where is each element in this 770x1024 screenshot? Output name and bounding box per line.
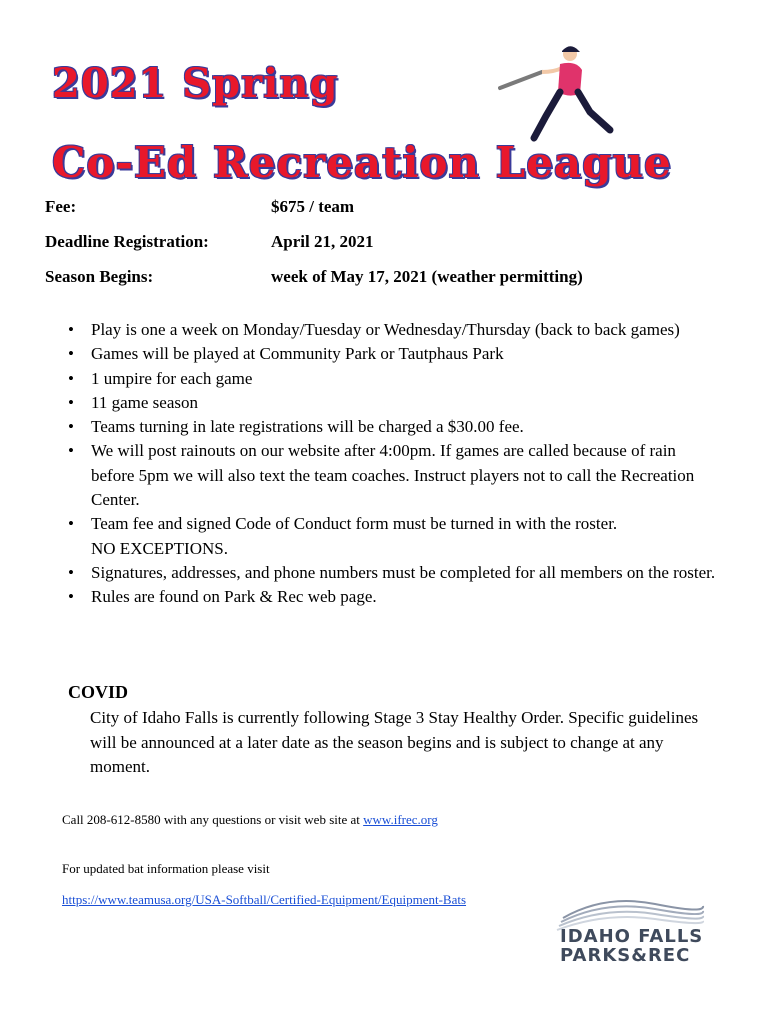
list-item: • Rules are found on Park & Rec web page.: [68, 585, 718, 609]
bullet-icon: •: [68, 514, 74, 534]
covid-heading: COVID: [68, 682, 129, 702]
list-item: • We will post rainouts on our website after 4:00pm. If games are called because of rain before 5pm we will also text the team coaches. Instruct players not to call the Recreation Center.: [68, 441, 695, 510]
bullet-icon: •: [68, 417, 74, 437]
fee-label: Fee:: [45, 197, 77, 216]
logo-line-1: IDAHO FALLS: [560, 926, 704, 947]
list-item: • 1 umpire for each game: [68, 367, 718, 391]
list-item: • Team fee and signed Code of Conduct form must be turned in with the roster. NO EXCEPTIONS.: [68, 514, 618, 558]
bullet-icon: •: [68, 320, 74, 339]
title-line-1: 2021 Spring: [52, 60, 339, 107]
fee-value: $675 / team: [271, 197, 355, 216]
bullet-icon: •: [68, 344, 74, 364]
softball-batter-icon: [498, 42, 618, 142]
title-line-2: Co-Ed Recreation League: [52, 138, 672, 187]
bullet-icon: •: [68, 562, 74, 582]
list-item: • Signatures, addresses, and phone numbers must be completed for all members on the roster.: [68, 561, 718, 585]
call-text: Call 208-612-8580 with any questions or visit web site at: [62, 812, 364, 827]
list-item: • Games will be played at Community Park or Tautphaus Park: [68, 342, 718, 366]
bat-info-link[interactable]: https://www.teamusa.org/USA-Softball/Certified-Equipment/Equipment-Bats: [62, 892, 467, 907]
list-item: • 11 game season: [68, 391, 718, 415]
rules-list: [68, 318, 718, 610]
bat-info-text: For updated bat information please visit: [62, 861, 270, 876]
website-link[interactable]: www.ifrec.org: [363, 812, 438, 827]
list-item: • Play is one a week on Monday/Tuesday or Wednesday/Thursday (back to back games): [68, 318, 718, 342]
season-label: Season Begins:: [45, 267, 154, 286]
deadline-value: April 21, 2021: [271, 232, 374, 251]
bullet-icon: •: [68, 392, 74, 412]
covid-body: City of Idaho Falls is currently following Stage 3 Stay Healthy Order. Specific guidelines will be announced at a later date as the season begins and is subject to change at any moment.: [90, 708, 699, 776]
season-value: week of May 17, 2021 (weather permitting): [271, 267, 583, 286]
contact-line: [62, 812, 438, 828]
logo-line-2: PARKS&REC: [560, 945, 691, 966]
list-item: • Teams turning in late registrations will be charged a $30.00 fee.: [68, 415, 718, 439]
no-exceptions-note: NO EXCEPTIONS.: [91, 538, 228, 558]
bullet-icon: •: [68, 587, 74, 607]
bullet-icon: •: [68, 441, 74, 461]
bat-info-line: [62, 892, 466, 908]
deadline-label: Deadline Registration:: [45, 232, 209, 251]
bullet-icon: •: [68, 368, 74, 388]
